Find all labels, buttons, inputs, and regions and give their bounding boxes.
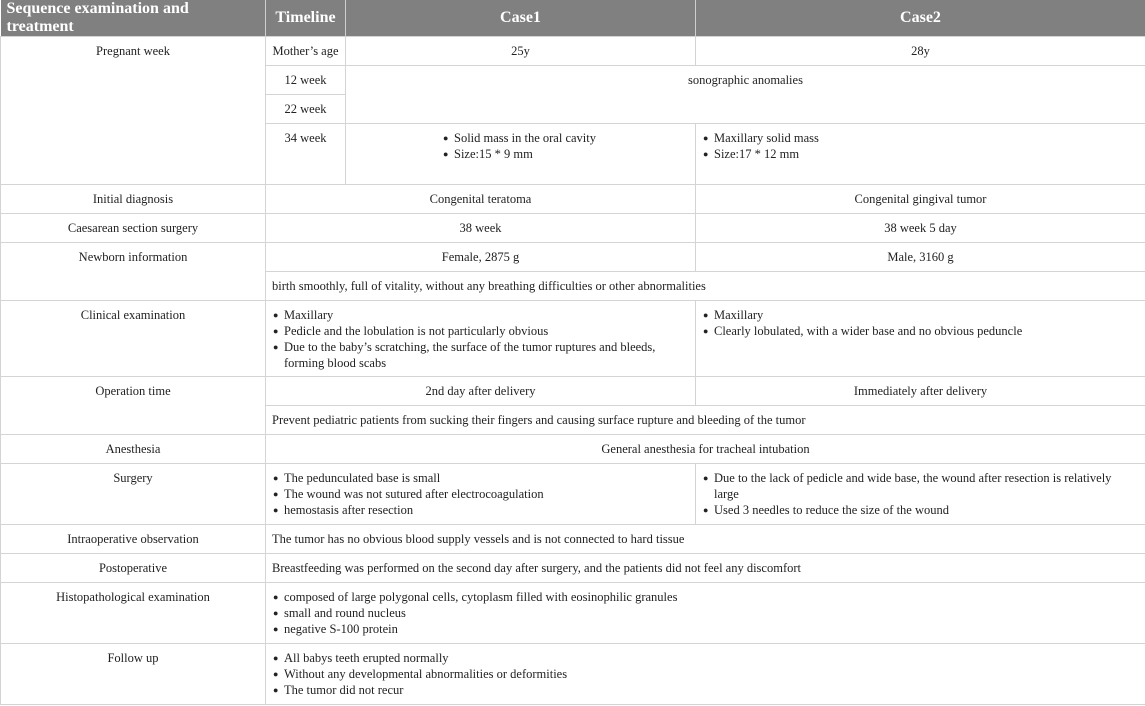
- list-item: ● Maxillary: [714, 307, 1139, 323]
- case1-clinical: [266, 301, 696, 377]
- postoperative-value: Breastfeeding was performed on the second day after surgery, and the patients did not feel any discomfort: [266, 554, 1145, 583]
- row-label-intraoperative: Intraoperative observation: [1, 525, 266, 554]
- list-item: ● Due to the baby’s scratching, the surface of the tumor ruptures and bleeds, forming blood scabs: [284, 339, 689, 371]
- list-item: ● Clearly lobulated, with a wider base and no obvious peduncle: [714, 323, 1139, 339]
- header-row: [1, 0, 1145, 37]
- bullet-list: [272, 307, 689, 371]
- case1-surgery: [266, 464, 696, 525]
- case1-34-week-findings: [346, 124, 696, 185]
- list-item: ● Due to the lack of pedicle and wide base, the wound after resection is relatively large: [714, 470, 1139, 502]
- row-label-caesarean: Caesarean section surgery: [1, 214, 266, 243]
- case2-clinical: [696, 301, 1145, 377]
- bullet-list: [442, 130, 689, 162]
- list-item: ● Maxillary: [284, 307, 689, 323]
- case1-operation-time: 2nd day after delivery: [266, 377, 696, 406]
- case2-initial-diagnosis: Congenital gingival tumor: [696, 185, 1145, 214]
- case1-caesarean: 38 week: [266, 214, 696, 243]
- sonographic-anomalies: sonographic anomalies: [346, 66, 1145, 124]
- bullet-list: [702, 130, 1139, 162]
- bullet-list: [272, 589, 1139, 637]
- newborn-shared-note: birth smoothly, full of vitality, without any breathing difficulties or other abnormalities: [266, 272, 1145, 301]
- list-item: ● Used 3 needles to reduce the size of the wound: [714, 502, 1139, 518]
- list-item: ● small and round nucleus: [284, 605, 1139, 621]
- table-row: [1, 464, 1145, 525]
- row-label-clinical: Clinical examination: [1, 301, 266, 377]
- case2-surgery: [696, 464, 1145, 525]
- row-label-operation-time: Operation time: [1, 377, 266, 435]
- case2-operation-time: Immediately after delivery: [696, 377, 1145, 406]
- list-item: ● The tumor did not recur: [284, 682, 1139, 698]
- row-label-anesthesia: Anesthesia: [1, 435, 266, 464]
- case2-newborn: Male, 3160 g: [696, 243, 1145, 272]
- list-item: ● hemostasis after resection: [284, 502, 689, 518]
- table-row: [1, 214, 1145, 243]
- case1-mothers-age: 25y: [346, 37, 696, 66]
- bullet-list: [702, 470, 1139, 518]
- table-row: [1, 37, 1145, 66]
- anesthesia-value: General anesthesia for tracheal intubation: [266, 435, 1145, 464]
- list-item: ● Size:17 * 12 mm: [714, 146, 1139, 162]
- bullet-list: [272, 470, 689, 518]
- row-label-surgery: Surgery: [1, 464, 266, 525]
- header-timeline: Timeline: [266, 0, 346, 37]
- row-label-postoperative: Postoperative: [1, 554, 266, 583]
- header-sequence: Sequence examination and treatment: [1, 0, 266, 37]
- timeline-12-week: 12 week: [266, 66, 346, 95]
- table-row: [1, 301, 1145, 377]
- list-item: ● negative S-100 protein: [284, 621, 1139, 637]
- list-item: ● Maxillary solid mass: [714, 130, 1139, 146]
- case1-newborn: Female, 2875 g: [266, 243, 696, 272]
- follow-up-findings: [266, 644, 1145, 705]
- row-label-follow-up: Follow up: [1, 644, 266, 705]
- intraoperative-value: The tumor has no obvious blood supply vessels and is not connected to hard tissue: [266, 525, 1145, 554]
- table-row: [1, 185, 1145, 214]
- timeline-22-week: 22 week: [266, 95, 346, 124]
- list-item: ● The pedunculated base is small: [284, 470, 689, 486]
- list-item: ● composed of large polygonal cells, cytoplasm filled with eosinophilic granules: [284, 589, 1139, 605]
- list-item: ● All babys teeth erupted normally: [284, 650, 1139, 666]
- table-row: [1, 377, 1145, 406]
- table-row: [1, 583, 1145, 644]
- row-label-pregnant-week: Pregnant week: [1, 37, 266, 185]
- operation-shared-note: Prevent pediatric patients from sucking their fingers and causing surface rupture and bleeding of the tumor: [266, 406, 1145, 435]
- table-row: [1, 644, 1145, 705]
- list-item: ● Solid mass in the oral cavity: [454, 130, 689, 146]
- table-row: [1, 435, 1145, 464]
- row-label-histopathological: Histopathological examination: [1, 583, 266, 644]
- case2-mothers-age: 28y: [696, 37, 1145, 66]
- list-item: ● Size:15 * 9 mm: [454, 146, 689, 162]
- case2-34-week-findings: [696, 124, 1145, 185]
- table-row: [1, 243, 1145, 272]
- list-item: ● Pedicle and the lobulation is not particularly obvious: [284, 323, 689, 339]
- table-row: [1, 554, 1145, 583]
- header-case2: Case2: [696, 0, 1145, 37]
- table-row: [1, 525, 1145, 554]
- header-case1: Case1: [346, 0, 696, 37]
- row-label-initial-diagnosis: Initial diagnosis: [1, 185, 266, 214]
- list-item: ● Without any developmental abnormalities or deformities: [284, 666, 1139, 682]
- bullet-list: [272, 650, 1139, 698]
- timeline-34-week: 34 week: [266, 124, 346, 185]
- histopathological-findings: [266, 583, 1145, 644]
- bullet-list: [702, 307, 1139, 339]
- case1-initial-diagnosis: Congenital teratoma: [266, 185, 696, 214]
- timeline-mothers-age: Mother’s age: [266, 37, 346, 66]
- row-label-newborn: Newborn information: [1, 243, 266, 301]
- case2-caesarean: 38 week 5 day: [696, 214, 1145, 243]
- list-item: ● The wound was not sutured after electrocoagulation: [284, 486, 689, 502]
